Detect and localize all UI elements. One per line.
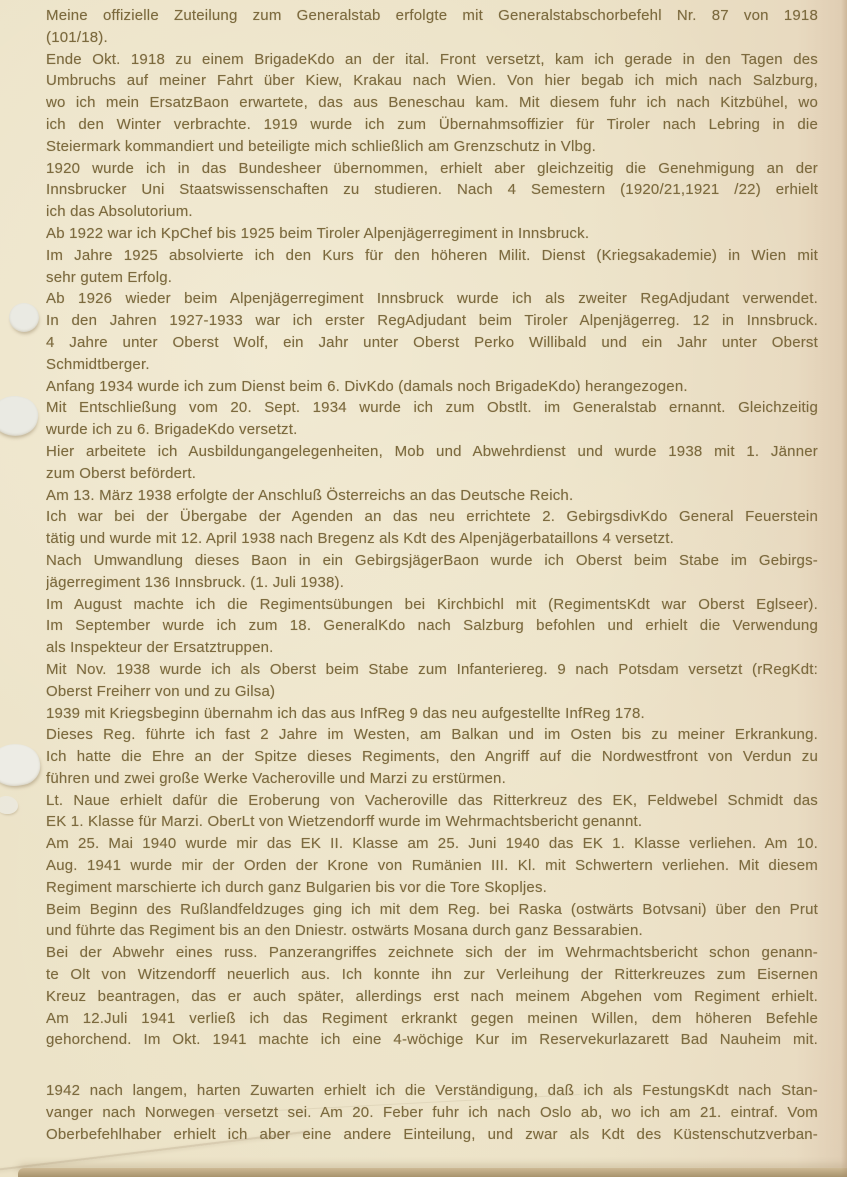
text-line: Bei der Abwehr eines russ. Panzerangriffes zeichnete sich der im Wehrmachtsbericht schon genann- (46, 944, 818, 962)
paper-chip (0, 796, 18, 814)
text-line: Aug. 1941 wurde mir der Orden der Krone von Rumänien III. Kl. mit Schwertern verliehen. Mit diesem (46, 857, 818, 875)
text-line: ich das Absolutorium. (46, 203, 193, 221)
punch-hole-middle (0, 392, 42, 441)
text-line: gehorchend. Im Okt. 1941 machte ich eine 4-wöchige Kur im Reservekurlazarett Bad Nauheim mit. (46, 1031, 818, 1049)
text-line: te Olt von Witzendorff neuerlich aus. Ich konnte ihn zur Verleihung der Ritterkreuzes zum Eisernen (46, 966, 818, 984)
text-line: und führte das Regiment bis an den Dniestr. ostwärts Mosana durch ganz Bessarabien. (46, 922, 643, 940)
text-line: Regiment marschierte ich durch ganz Bulgarien bis vor die Tore Skopljes. (46, 878, 548, 896)
text-line: Kreuz beantragen, das er auch später, allerdings erst nach meinem Abgehen vom Regiment erhielt. (46, 987, 818, 1005)
typewritten-text-block (46, 5, 818, 1146)
text-line: zum Oberst befördert. (46, 464, 197, 482)
text-line: Nach Umwandlung dieses Baon in ein GebirgsjägerBaon wurde ich Oberst beim Stabe im Gebirgs- (46, 551, 818, 569)
text-line: Beim Beginn des Rußlandfeldzuges ging ich mit dem Reg. bei Raska (ostwärts Botvsani) über den Prut (46, 900, 818, 918)
text-line: 1920 wurde ich in das Bundesheer übernommen, erhielt aber gleichzeitig die Genehmigung an der (46, 159, 818, 177)
text-line: Umbruchs auf meiner Fahrt über Kiew, Krakau nach Wien. Von hier begab ich mich nach Salzburg, (46, 72, 818, 90)
paragraph-gap (46, 1051, 818, 1080)
text-line: Mit Nov. 1938 wurde ich als Oberst beim Stabe zum Infanteriereg. 9 nach Potsdam versetzt (rRegKdt: (46, 660, 818, 678)
scan-bottom-edge (18, 1168, 847, 1177)
text-line: vanger nach Norwegen versetzt sei. Am 20. Feber fuhr ich nach Oslo ab, wo ich am 21. eintraf. Vom (46, 1104, 818, 1122)
text-line: sehr gutem Erfolg. (46, 268, 173, 286)
text-line: Lt. Naue erhielt dafür die Eroberung von Vacheroville das Ritterkreuz des EK, Feldwebel Schmidt das (46, 791, 818, 809)
text-line: In den Jahren 1927-1933 war ich erster RegAdjudant beim Tiroler Alpenjägerreg. 12 in Innsbruck. (46, 312, 818, 330)
text-line: Ich hatte die Ehre an der Spitze dieses Regiments, den Angriff auf die Nordwestfront von Verdun zu (46, 748, 818, 766)
text-line: Im Jahre 1925 absolvierte ich den Kurs für den höheren Milit. Dienst (Kriegsakademie) in Wien mit (46, 246, 818, 264)
text-line: Schmidtberger. (46, 355, 150, 373)
text-line: tätig und wurde mit 12. April 1938 nach Bregenz als Kdt des Alpenjägerbataillons 4 versetzt. (46, 530, 674, 548)
text-line: Innsbrucker Uni Staatswissenschaften zu studieren. Nach 4 Semestern (1920/21,1921 /22) erhielt (46, 181, 818, 199)
text-line: als Inspekteur der Ersatztruppen. (46, 639, 274, 657)
text-line: Oberst Freiherr von und zu Gilsa) (46, 682, 276, 700)
text-line: wurde ich zu 6. BrigadeKdo versetzt. (46, 421, 298, 439)
text-line: Oberbefehlhaber erhielt ich aber eine andere Einteilung, und zwar als Kdt des Küstenschutzverban- (46, 1125, 818, 1143)
text-line: Am 13. März 1938 erfolgte der Anschluß Österreichs an das Deutsche Reich. (46, 486, 574, 504)
text-line: (101/18). (46, 28, 108, 46)
text-line: EK 1. Klasse für Marzi. OberLt von Wietzendorff wurde im Wehrmachtsbericht genannt. (46, 813, 643, 831)
text-line: 1939 mit Kriegsbeginn übernahm ich das aus InfReg 9 das neu aufgestellte InfReg 178. (46, 704, 645, 722)
text-line: Ab 1926 wieder beim Alpenjägerregiment Innsbruck wurde ich als zweiter RegAdjudant verwendet. (46, 290, 818, 308)
text-line: Am 12.Juli 1941 verließ ich das Regiment erkrankt gegen meinen Willen, dem höheren Befehle (46, 1009, 818, 1027)
text-line: ich den Winter verbrachte. 1919 wurde ich zum Übernahmsoffizier für Tiroler nach Lebring in die (46, 115, 818, 133)
text-line: Mit Entschließung vom 20. Sept. 1934 wurde ich zum Obstlt. im Generalstab ernannt. Gleichzeitig (46, 399, 818, 417)
text-line: 1942 nach langem, harten Zuwarten erhielt ich die Verständigung, daß ich als FestungsKdt nach Stan- (46, 1082, 818, 1100)
text-line: führen und zwei große Werke Vacheroville und Marzi zu erstürmen. (46, 769, 506, 787)
text-line: jägerregiment 136 Innsbruck. (1. Juli 1938). (46, 573, 345, 591)
text-line: Steiermark kommandiert und beteiligte mich schließlich am Grenzschutz in Vlbg. (46, 137, 596, 155)
text-line: Anfang 1934 wurde ich zum Dienst beim 6. DivKdo (damals noch BrigadeKdo) herangezogen. (46, 377, 688, 395)
text-line: Ende Okt. 1918 zu einem BrigadeKdo an der ital. Front versetzt, kam ich gerade in den Tagen des (46, 50, 818, 68)
text-line: Ich war bei der Übergabe der Agenden an das neu errichtete 2. GebirgsdivKdo General Feuerstein (46, 508, 818, 526)
text-line: Am 25. Mai 1940 wurde mir das EK II. Klasse am 25. Juni 1940 das EK 1. Klasse verliehen. Am 10. (46, 835, 818, 853)
text-line: 4 Jahre unter Oberst Wolf, ein Jahr unter Oberst Perko Willibald und ein Jahr unter Oberst (46, 333, 818, 351)
text-line: Hier arbeitete ich Ausbildungangelegenheiten, Mob und Abwehrdienst und wurde 1938 mit 1. Jänner (46, 442, 818, 460)
text-line: Dieses Reg. führte ich fast 2 Jahre im Westen, am Balkan und im Osten bis zu meiner Erkrankung. (46, 726, 818, 744)
text-line: wo ich mein ErsatzBaon erwartete, das aus Beneschau kam. Mit diesem fuhr ich nach Kitzbühel, wo (46, 94, 818, 112)
punch-hole-top (9, 303, 39, 332)
punch-hole-bottom (0, 740, 43, 789)
text-line: Im August machte ich die Regimentsübungen bei Kirchbichl mit (RegimentsKdt war Oberst Eglseer). (46, 595, 818, 613)
text-line: Meine offizielle Zuteilung zum Generalstab erfolgte mit Generalstabschorbefehl Nr. 87 von 1918 (46, 7, 818, 24)
text-line: Im September wurde ich zum 18. GeneralKdo nach Salzburg befohlen und erhielt die Verwendung (46, 617, 818, 635)
text-line: Ab 1922 war ich KpChef bis 1925 beim Tiroler Alpenjägerregiment in Innsbruck. (46, 224, 590, 242)
